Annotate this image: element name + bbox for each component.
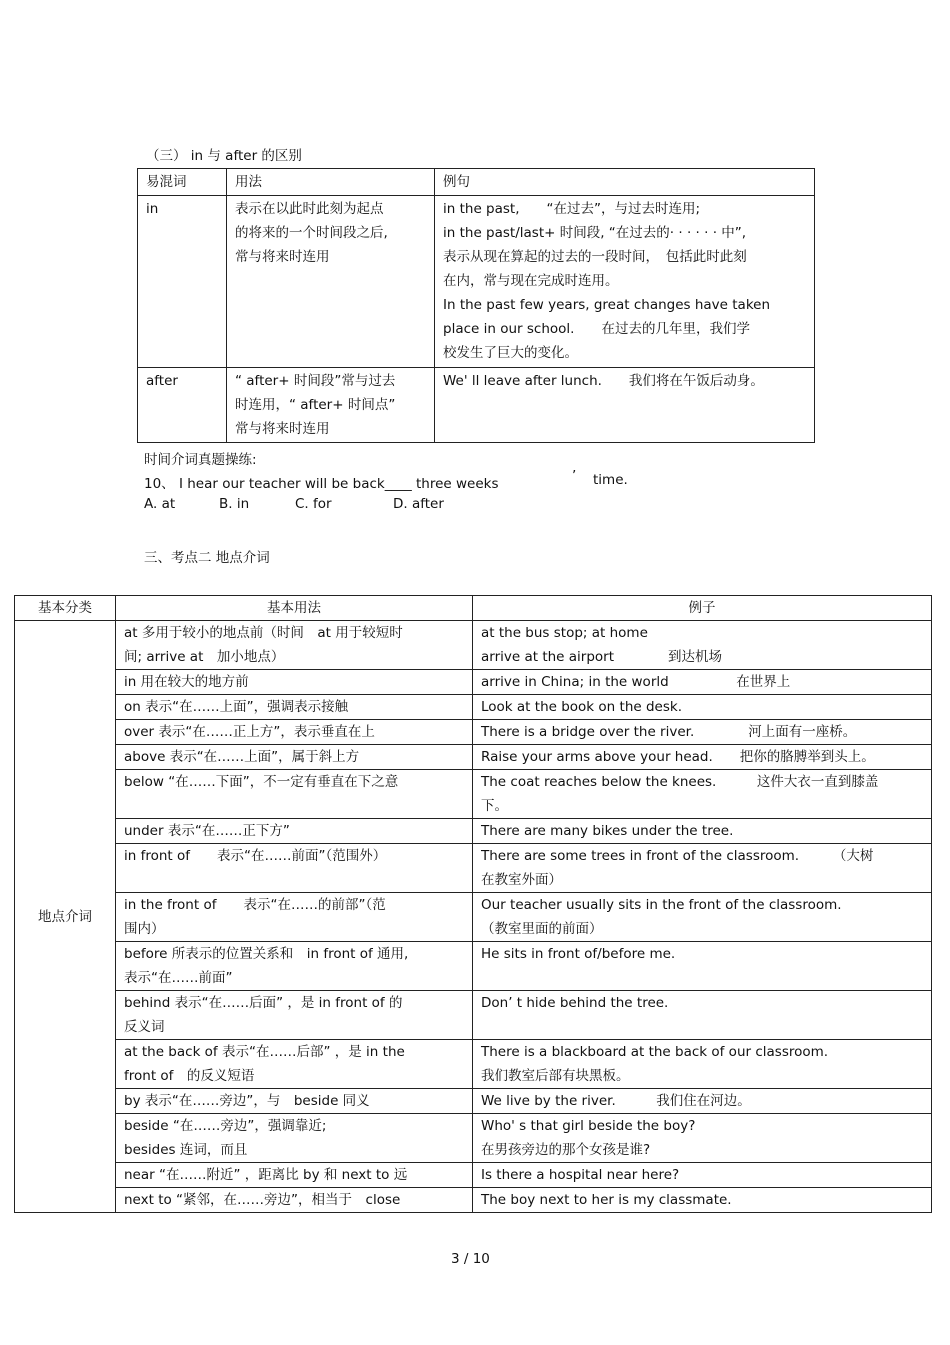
usage-line: besides 连词，而且 [124, 1142, 248, 1158]
table-row [15, 1114, 932, 1163]
usage-line: 常与将来时连用 [235, 421, 330, 437]
practice-apostrophe: ’ [572, 468, 577, 484]
example-cell [473, 942, 932, 991]
example-line: Don’ t hide behind the tree. [481, 995, 669, 1011]
place-prepositions-table [14, 595, 932, 1213]
example-line: We live by the river. 我们住在河边。 [481, 1093, 751, 1109]
example-cell [473, 621, 932, 670]
usage-line: before 所表示的位置关系和 in front of 通用, [124, 946, 409, 962]
example-line: We' ll leave after lunch. 我们将在午饭后动身。 [443, 373, 764, 389]
usage-cell [116, 942, 473, 991]
example-line: 我们教室后部有块黑板。 [481, 1068, 630, 1084]
usage-cell [227, 196, 435, 368]
usage-line: at 多用于较小的地点前（时间 at 用于较短时 [124, 625, 403, 641]
example-line: at the bus stop; at home [481, 625, 648, 641]
header-cell: 基本分类 [15, 596, 116, 621]
example-line: Raise your arms above your head. 把你的胳膊举到头上。 [481, 749, 875, 765]
example-line: 表示从现在算起的过去的一段时间， 包括此时此刻 [443, 249, 747, 265]
usage-line: 时连用，“ after+ 时间点” [235, 397, 396, 413]
table-row [15, 720, 932, 745]
example-cell [473, 991, 932, 1040]
option-a: A. at [144, 496, 176, 512]
header-cell: 例句 [435, 169, 815, 196]
example-line: 在内，常与现在完成时连用。 [443, 273, 619, 289]
table-row [15, 893, 932, 942]
usage-line: 反义词 [124, 1019, 165, 1035]
table-row [138, 368, 815, 443]
usage-cell [116, 991, 473, 1040]
usage-line: at the back of 表示“在……后部” ，是 in the [124, 1044, 405, 1060]
example-cell [473, 1040, 932, 1089]
usage-cell [227, 368, 435, 443]
usage-line: over 表示“在……正上方”，表示垂直在上 [124, 724, 375, 740]
table-row [15, 770, 932, 819]
table-row [15, 745, 932, 770]
usage-line: “ after+ 时间段”常与过去 [235, 373, 396, 389]
usage-line: 围内） [124, 921, 165, 937]
example-cell [473, 844, 932, 893]
example-cell [473, 770, 932, 819]
example-line: There are some trees in front of the classroom. （大树 [481, 848, 874, 864]
usage-cell [116, 695, 473, 720]
example-line: 在教室外面） [481, 872, 562, 888]
usage-cell [116, 893, 473, 942]
option-d: D. after [393, 496, 444, 512]
table-row [15, 1163, 932, 1188]
usage-cell [116, 1114, 473, 1163]
usage-line: by 表示“在……旁边”，与 beside 同义 [124, 1093, 370, 1109]
example-line: arrive in China; in the world 在世界上 [481, 674, 791, 690]
example-line: （教室里面的前面） [481, 921, 603, 937]
usage-cell [116, 770, 473, 819]
usage-line: 表示“在……前面” [124, 970, 233, 986]
usage-line: above 表示“在……上面”，属于斜上方 [124, 749, 360, 765]
example-line: There is a bridge over the river. 河上面有一座桥。 [481, 724, 857, 740]
table-row [15, 621, 932, 670]
usage-cell [116, 670, 473, 695]
example-line: 下。 [481, 798, 508, 814]
usage-cell [116, 1163, 473, 1188]
section-title-in-after: （三） in 与 after 的区别 [146, 148, 302, 164]
practice-title: 时间介词真题操练: [144, 452, 257, 468]
example-cell [473, 819, 932, 844]
example-line: Is there a hospital near here? [481, 1167, 680, 1183]
example-cell [473, 893, 932, 942]
usage-cell [116, 621, 473, 670]
example-line: arrive at the airport 到达机场 [481, 649, 723, 665]
table-row [15, 819, 932, 844]
usage-line: in front of 表示“在……前面”（范围外） [124, 848, 387, 864]
example-cell [435, 368, 815, 443]
example-cell [473, 745, 932, 770]
table-row [15, 1040, 932, 1089]
practice-question: 10、 I hear our teacher will be back____ three weeks [144, 476, 499, 492]
example-line: There is a blackboard at the back of our classroom. [481, 1044, 829, 1060]
table-row [15, 991, 932, 1040]
table-row [15, 695, 932, 720]
usage-line: beside “在……旁边”，强调靠近; [124, 1118, 327, 1134]
usage-cell [116, 720, 473, 745]
header-cell: 用法 [227, 169, 435, 196]
example-cell [473, 1114, 932, 1163]
usage-line: below “在……下面”，不一定有垂直在下之意 [124, 774, 399, 790]
usage-cell [116, 1188, 473, 1213]
example-line: in the past, “在过去”，与过去时连用; [443, 201, 701, 217]
example-line: The boy next to her is my classmate. [481, 1192, 732, 1208]
example-line: in the past/last+ 时间段, “在过去的· · · · · · 中”, [443, 225, 747, 241]
example-line: There are many bikes under the tree. [481, 823, 734, 839]
example-cell [473, 1089, 932, 1114]
table-row [15, 1188, 932, 1213]
table-header-row [15, 596, 932, 621]
usage-cell [116, 1040, 473, 1089]
header-cell: 例子 [473, 596, 932, 621]
example-line: 校发生了巨大的变化。 [443, 345, 578, 361]
usage-line: 间; arrive at 加小地点） [124, 649, 285, 665]
example-line: Look at the book on the desk. [481, 699, 682, 715]
practice-question-tail: time. [593, 472, 628, 488]
example-line: place in our school. 在过去的几年里，我们学 [443, 321, 750, 337]
usage-cell [116, 1089, 473, 1114]
usage-line: next to “紧邻，在……旁边”，相当于 close [124, 1192, 401, 1208]
page-number: 3 / 10 [451, 1251, 490, 1267]
example-cell [435, 196, 815, 368]
table-row [15, 844, 932, 893]
usage-line: 表示在以此时此刻为起点 [235, 201, 384, 217]
usage-cell [116, 844, 473, 893]
usage-cell [116, 819, 473, 844]
table-row [138, 196, 815, 368]
example-line: He sits in front of/before me. [481, 946, 676, 962]
in-after-table [137, 168, 815, 443]
example-line: The coat reaches below the knees. 这件大衣一直到膝盖 [481, 774, 879, 790]
section-title-place-prepositions: 三、考点二 地点介词 [144, 550, 270, 566]
table-row [15, 942, 932, 991]
usage-line: under 表示“在……正下方” [124, 823, 290, 839]
example-line: 在男孩旁边的那个女孩是谁? [481, 1142, 651, 1158]
usage-cell [116, 745, 473, 770]
example-line: Our teacher usually sits in the front of the classroom. [481, 897, 842, 913]
usage-line: 常与将来时连用 [235, 249, 330, 265]
header-cell: 基本用法 [116, 596, 473, 621]
example-cell [473, 695, 932, 720]
example-cell [473, 720, 932, 745]
usage-line: 的将来的一个时间段之后, [235, 225, 388, 241]
example-cell [473, 1163, 932, 1188]
table-row [15, 670, 932, 695]
example-line: Who' s that girl beside the boy? [481, 1118, 696, 1134]
option-b: B. in [219, 496, 250, 512]
usage-line: front of 的反义短语 [124, 1068, 255, 1084]
usage-line: near “在……附近” ，距离比 by 和 next to 远 [124, 1167, 408, 1183]
option-c: C. for [295, 496, 332, 512]
example-line: In the past few years, great changes have taken [443, 297, 771, 313]
table-header-row [138, 169, 815, 196]
usage-line: in the front of 表示“在……的前部”（范 [124, 897, 386, 913]
header-cell: 易混词 [138, 169, 227, 196]
example-cell [473, 1188, 932, 1213]
category-cell: 地点介词 [15, 621, 116, 1213]
table-row [15, 1089, 932, 1114]
usage-line: on 表示“在……上面”，强调表示接触 [124, 699, 349, 715]
word-cell: in [138, 196, 227, 368]
usage-line: in 用在较大的地方前 [124, 674, 249, 690]
word-cell: after [138, 368, 227, 443]
usage-line: behind 表示“在……后面” ，是 in front of 的 [124, 995, 403, 1011]
example-cell [473, 670, 932, 695]
